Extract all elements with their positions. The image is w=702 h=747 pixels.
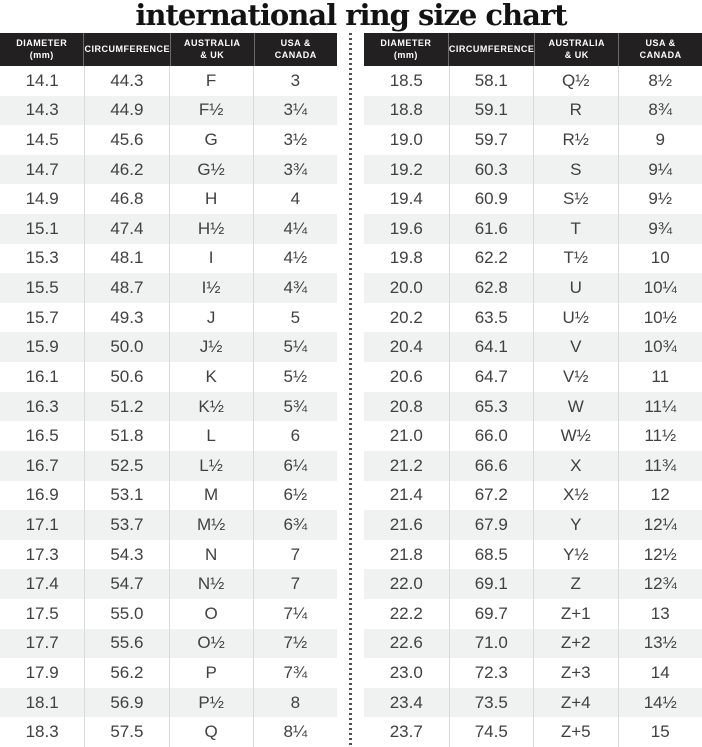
table-cell: 12½: [618, 540, 702, 570]
table-cell: 53.7: [84, 510, 168, 540]
table-row: [0, 184, 337, 214]
table-cell: 21.4: [389, 485, 423, 505]
column-header-circumference: [83, 33, 170, 66]
table-cell: 21.6: [389, 514, 423, 534]
table-cell: 20.6: [389, 366, 423, 386]
table-cell: V: [533, 332, 618, 362]
table-left-header: [0, 33, 337, 66]
table-cell: 22.2: [389, 603, 423, 623]
table-row: [364, 273, 702, 303]
table-row: [364, 214, 702, 244]
table-cell: 14.9: [25, 189, 59, 209]
table-cell: 15.5: [25, 278, 59, 298]
table-cell: 3: [253, 66, 337, 96]
table-cell: Z+3: [533, 658, 618, 688]
column-header-label: CIRCUMFERENCE: [84, 43, 170, 54]
table-cell: L: [169, 421, 253, 451]
table-cell: X: [533, 451, 618, 481]
table-cell: 49.3: [84, 303, 168, 333]
table-cell: 10¾: [618, 332, 702, 362]
table-cell: 45.6: [84, 125, 168, 155]
table-cell: 3½: [253, 125, 337, 155]
table-cell: 10: [618, 244, 702, 274]
table-cell: 20.8: [389, 396, 423, 416]
table-cell: P: [169, 658, 253, 688]
table-row: [364, 717, 702, 747]
column-header-label: DIAMETER: [380, 37, 432, 48]
table-cell: 7: [253, 569, 337, 599]
table-cell: I½: [169, 273, 253, 303]
table-cell: 18.8: [389, 100, 423, 120]
table-cell: 44.3: [84, 66, 168, 96]
table-cell: 18.3: [25, 722, 59, 742]
table-cell: U½: [533, 303, 618, 333]
table-cell: 67.9: [449, 510, 534, 540]
column-header-australia-uk: [534, 33, 618, 66]
table-row: [0, 569, 337, 599]
table-right: [364, 33, 702, 747]
table-cell: 58.1: [449, 66, 534, 96]
table-cell: 10½: [618, 303, 702, 333]
table-cell: 6¾: [253, 510, 337, 540]
table-row: [0, 421, 337, 451]
table-cell: 60.3: [449, 155, 534, 185]
table-cell: 71.0: [449, 629, 534, 659]
table-cell: 6¼: [253, 451, 337, 481]
table-cell: 4: [253, 184, 337, 214]
table-cell: 4½: [253, 244, 337, 274]
table-cell: V½: [533, 362, 618, 392]
table-cell: 17.3: [25, 544, 59, 564]
table-cell: G: [169, 125, 253, 155]
table-cell: 48.1: [84, 244, 168, 274]
table-cell: S½: [533, 184, 618, 214]
table-cell: 47.4: [84, 214, 168, 244]
column-header-sublabel: (mm): [393, 49, 418, 60]
table-cell: T½: [533, 244, 618, 274]
table-cell: 14½: [618, 688, 702, 718]
table-cell: 9¼: [618, 155, 702, 185]
table-cell: I: [169, 244, 253, 274]
column-header-sublabel: (mm): [29, 49, 54, 60]
table-cell: 54.7: [84, 569, 168, 599]
table-cell: 16.1: [25, 366, 59, 386]
table-cell: 13: [618, 599, 702, 629]
table-cell: R½: [533, 125, 618, 155]
table-cell: 9½: [618, 184, 702, 214]
table-row: [364, 184, 702, 214]
table-row: [0, 540, 337, 570]
column-header-sublabel: CANADA: [274, 49, 317, 60]
table-cell: 12¾: [618, 569, 702, 599]
table-cell: Y½: [533, 540, 618, 570]
table-cell: 19.0: [389, 130, 423, 150]
table-cell: 3¼: [253, 96, 337, 126]
table-cell: 15: [618, 717, 702, 747]
table-cell: 8¼: [253, 717, 337, 747]
table-cell: K: [169, 362, 253, 392]
table-cell: 11¼: [618, 392, 702, 422]
table-cell: U: [533, 273, 618, 303]
table-row: [0, 481, 337, 511]
table-cell: X½: [533, 481, 618, 511]
table-cell: 46.2: [84, 155, 168, 185]
table-cell: 13½: [618, 629, 702, 659]
table-cell: 16.7: [25, 455, 59, 475]
table-cell: 51.8: [84, 421, 168, 451]
table-cell: 14.5: [25, 130, 59, 150]
table-cell: 23.7: [389, 722, 423, 742]
table-cell: 20.0: [389, 278, 423, 298]
table-cell: H½: [169, 214, 253, 244]
table-row: [0, 155, 337, 185]
table-cell: P½: [169, 688, 253, 718]
table-cell: G½: [169, 155, 253, 185]
table-cell: 51.2: [84, 392, 168, 422]
table-cell: 20.2: [389, 307, 423, 327]
table-cell: 17.5: [25, 603, 59, 623]
table-cell: 68.5: [449, 540, 534, 570]
table-cell: 20.4: [389, 337, 423, 357]
table-cell: 11¾: [618, 451, 702, 481]
table-row: [0, 510, 337, 540]
table-cell: 3¾: [253, 155, 337, 185]
table-cell: 9¾: [618, 214, 702, 244]
table-row: [364, 332, 702, 362]
table-row: [364, 510, 702, 540]
table-cell: 72.3: [449, 658, 534, 688]
table-row: [0, 451, 337, 481]
table-cell: 60.9: [449, 184, 534, 214]
column-header-circumference: [448, 33, 535, 66]
table-cell: 16.9: [25, 485, 59, 505]
table-cell: 7¾: [253, 658, 337, 688]
table-cell: 62.8: [449, 273, 534, 303]
table-cell: 57.5: [84, 717, 168, 747]
table-cell: Y: [533, 510, 618, 540]
table-cell: 56.2: [84, 658, 168, 688]
table-cell: 5: [253, 303, 337, 333]
table-row: [364, 629, 702, 659]
ring-size-chart: [0, 33, 702, 747]
table-right-body: [364, 66, 702, 747]
table-cell: 69.7: [449, 599, 534, 629]
column-header-label: AUSTRALIA: [184, 37, 241, 48]
table-cell: 16.5: [25, 426, 59, 446]
column-header-diameter: [0, 33, 83, 66]
table-cell: 7: [253, 540, 337, 570]
table-cell: 15.1: [25, 218, 59, 238]
table-cell: 59.7: [449, 125, 534, 155]
table-cell: 18.5: [389, 70, 423, 90]
table-cell: 48.7: [84, 273, 168, 303]
dashed-divider: [337, 33, 364, 747]
table-left-body: [0, 66, 337, 747]
table-cell: 14.1: [25, 70, 59, 90]
table-row: [0, 125, 337, 155]
table-cell: O½: [169, 629, 253, 659]
table-cell: 6: [253, 421, 337, 451]
table-row: [364, 125, 702, 155]
table-cell: 56.9: [84, 688, 168, 718]
table-cell: 19.8: [389, 248, 423, 268]
table-cell: 44.9: [84, 96, 168, 126]
table-row: [364, 569, 702, 599]
table-cell: 73.5: [449, 688, 534, 718]
table-left: [0, 33, 337, 747]
table-cell: 74.5: [449, 717, 534, 747]
table-row: [364, 155, 702, 185]
table-cell: O: [169, 599, 253, 629]
table-cell: 19.2: [389, 159, 423, 179]
table-cell: 17.9: [25, 662, 59, 682]
table-cell: 14: [618, 658, 702, 688]
table-cell: 10¼: [618, 273, 702, 303]
table-cell: Q: [169, 717, 253, 747]
column-header-diameter: [364, 33, 448, 66]
table-row: [364, 658, 702, 688]
table-cell: 66.6: [449, 451, 534, 481]
table-cell: 15.7: [25, 307, 59, 327]
table-cell: 8: [253, 688, 337, 718]
table-cell: T: [533, 214, 618, 244]
table-cell: 23.0: [389, 662, 423, 682]
table-row: [364, 66, 702, 96]
table-cell: J½: [169, 332, 253, 362]
table-row: [0, 303, 337, 333]
table-cell: L½: [169, 451, 253, 481]
table-cell: W: [533, 392, 618, 422]
table-cell: 67.2: [449, 481, 534, 511]
table-cell: 19.4: [389, 189, 423, 209]
table-cell: 12¼: [618, 510, 702, 540]
table-row: [0, 332, 337, 362]
table-cell: N: [169, 540, 253, 570]
table-cell: H: [169, 184, 253, 214]
table-row: [364, 451, 702, 481]
table-cell: 66.0: [449, 421, 534, 451]
table-cell: 53.1: [84, 481, 168, 511]
table-cell: 22.0: [389, 574, 423, 594]
table-cell: 14.3: [25, 100, 59, 120]
table-cell: 6½: [253, 481, 337, 511]
table-cell: 23.4: [389, 692, 423, 712]
table-cell: 64.7: [449, 362, 534, 392]
table-row: [0, 717, 337, 747]
table-row: [364, 688, 702, 718]
table-cell: 55.6: [84, 629, 168, 659]
column-header-sublabel: & UK: [564, 49, 589, 60]
column-header-label: DIAMETER: [16, 37, 68, 48]
table-cell: 52.5: [84, 451, 168, 481]
table-cell: 11½: [618, 421, 702, 451]
table-cell: W½: [533, 421, 618, 451]
table-right-header: [364, 33, 702, 66]
table-cell: R: [533, 96, 618, 126]
table-cell: 15.3: [25, 248, 59, 268]
table-cell: 5¼: [253, 332, 337, 362]
table-row: [0, 688, 337, 718]
table-cell: 11: [618, 362, 702, 392]
table-cell: Z+2: [533, 629, 618, 659]
table-row: [364, 362, 702, 392]
column-header-usa-canada: [254, 33, 337, 66]
table-cell: 17.1: [25, 514, 59, 534]
table-cell: 15.9: [25, 337, 59, 357]
table-cell: N½: [169, 569, 253, 599]
column-header-australia-uk: [170, 33, 254, 66]
table-cell: M: [169, 481, 253, 511]
table-row: [364, 599, 702, 629]
column-header-label: USA &: [645, 37, 676, 48]
table-row: [364, 392, 702, 422]
table-cell: 7¼: [253, 599, 337, 629]
column-header-sublabel: & UK: [200, 49, 225, 60]
column-header-label: AUSTRALIA: [548, 37, 605, 48]
table-cell: F½: [169, 96, 253, 126]
table-cell: 16.3: [25, 396, 59, 416]
table-cell: S: [533, 155, 618, 185]
table-row: [364, 244, 702, 274]
table-cell: Z+4: [533, 688, 618, 718]
table-cell: 8½: [618, 66, 702, 96]
table-row: [0, 244, 337, 274]
table-cell: 17.7: [25, 633, 59, 653]
table-cell: 5¾: [253, 392, 337, 422]
table-cell: 9: [618, 125, 702, 155]
table-cell: Q½: [533, 66, 618, 96]
table-row: [0, 66, 337, 96]
table-row: [364, 481, 702, 511]
table-cell: 4¾: [253, 273, 337, 303]
table-row: [364, 421, 702, 451]
table-cell: 54.3: [84, 540, 168, 570]
table-cell: 64.1: [449, 332, 534, 362]
table-row: [0, 599, 337, 629]
table-cell: 21.0: [389, 426, 423, 446]
table-cell: 65.3: [449, 392, 534, 422]
table-cell: 19.6: [389, 218, 423, 238]
column-header-usa-canada: [618, 33, 702, 66]
table-row: [0, 214, 337, 244]
table-cell: M½: [169, 510, 253, 540]
table-cell: 63.5: [449, 303, 534, 333]
table-cell: 50.6: [84, 362, 168, 392]
table-cell: 61.6: [449, 214, 534, 244]
table-cell: 55.0: [84, 599, 168, 629]
table-cell: 5½: [253, 362, 337, 392]
column-header-label: USA &: [280, 37, 311, 48]
table-cell: Z+1: [533, 599, 618, 629]
table-cell: 21.8: [389, 544, 423, 564]
table-row: [0, 273, 337, 303]
table-cell: Z+5: [533, 717, 618, 747]
table-row: [0, 392, 337, 422]
table-cell: Z: [533, 569, 618, 599]
table-cell: 59.1: [449, 96, 534, 126]
table-cell: 46.8: [84, 184, 168, 214]
table-cell: 17.4: [25, 574, 59, 594]
table-cell: 7½: [253, 629, 337, 659]
table-cell: 21.2: [389, 455, 423, 475]
table-cell: 18.1: [25, 692, 59, 712]
table-cell: J: [169, 303, 253, 333]
table-cell: 8¾: [618, 96, 702, 126]
table-cell: 62.2: [449, 244, 534, 274]
dotted-line: [349, 33, 352, 747]
table-cell: F: [169, 66, 253, 96]
column-header-sublabel: CANADA: [639, 49, 682, 60]
table-cell: 22.6: [389, 633, 423, 653]
table-row: [0, 96, 337, 126]
table-row: [0, 629, 337, 659]
table-cell: 12: [618, 481, 702, 511]
table-cell: 4¼: [253, 214, 337, 244]
column-header-label: CIRCUMFERENCE: [448, 43, 535, 54]
table-cell: 14.7: [25, 159, 59, 179]
table-row: [364, 96, 702, 126]
table-cell: 50.0: [84, 332, 168, 362]
table-row: [364, 303, 702, 333]
page-title: international ring size chart: [135, 0, 567, 32]
table-row: [0, 658, 337, 688]
table-cell: K½: [169, 392, 253, 422]
table-row: [364, 540, 702, 570]
table-row: [0, 362, 337, 392]
table-cell: 69.1: [449, 569, 534, 599]
